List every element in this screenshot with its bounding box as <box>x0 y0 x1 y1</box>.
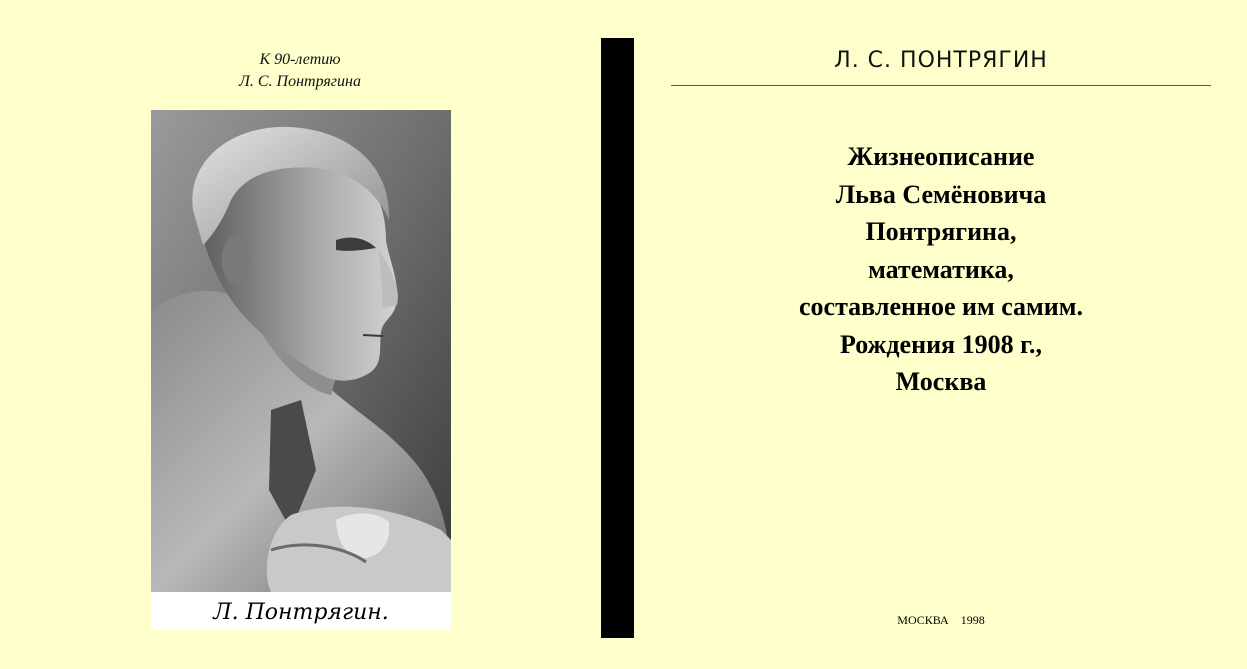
title-line-7: Москва <box>895 367 987 396</box>
imprint <box>671 613 1211 628</box>
author-name: Л. С. ПОНТРЯГИН <box>834 48 1048 73</box>
title-line-2: Льва Семёновича <box>835 179 1047 209</box>
dedication-line-1: К 90-летию <box>259 51 341 68</box>
portrait-signature: Л. Понтрягин. <box>213 600 389 625</box>
title-line-1: Жизнеописание <box>847 142 1035 171</box>
imprint-year: 1998 <box>960 613 985 627</box>
dedication-line-2: Л. С. Понтрягина <box>239 73 361 90</box>
book-title <box>671 138 1211 401</box>
book-spine <box>601 38 634 638</box>
title-line-3: Понтрягина, <box>865 217 1017 246</box>
title-line-4: математика, <box>868 254 1014 284</box>
title-line-5: составленное им самим. <box>799 292 1083 321</box>
dedication <box>150 49 450 93</box>
left-page <box>0 0 600 669</box>
author-portrait <box>151 110 451 630</box>
title-page <box>634 0 1247 669</box>
title-line-6: Рождения 1908 г., <box>839 329 1043 359</box>
imprint-city: МОСКВА <box>897 613 949 627</box>
title-divider <box>671 85 1211 86</box>
portrait-photo <box>151 110 451 630</box>
